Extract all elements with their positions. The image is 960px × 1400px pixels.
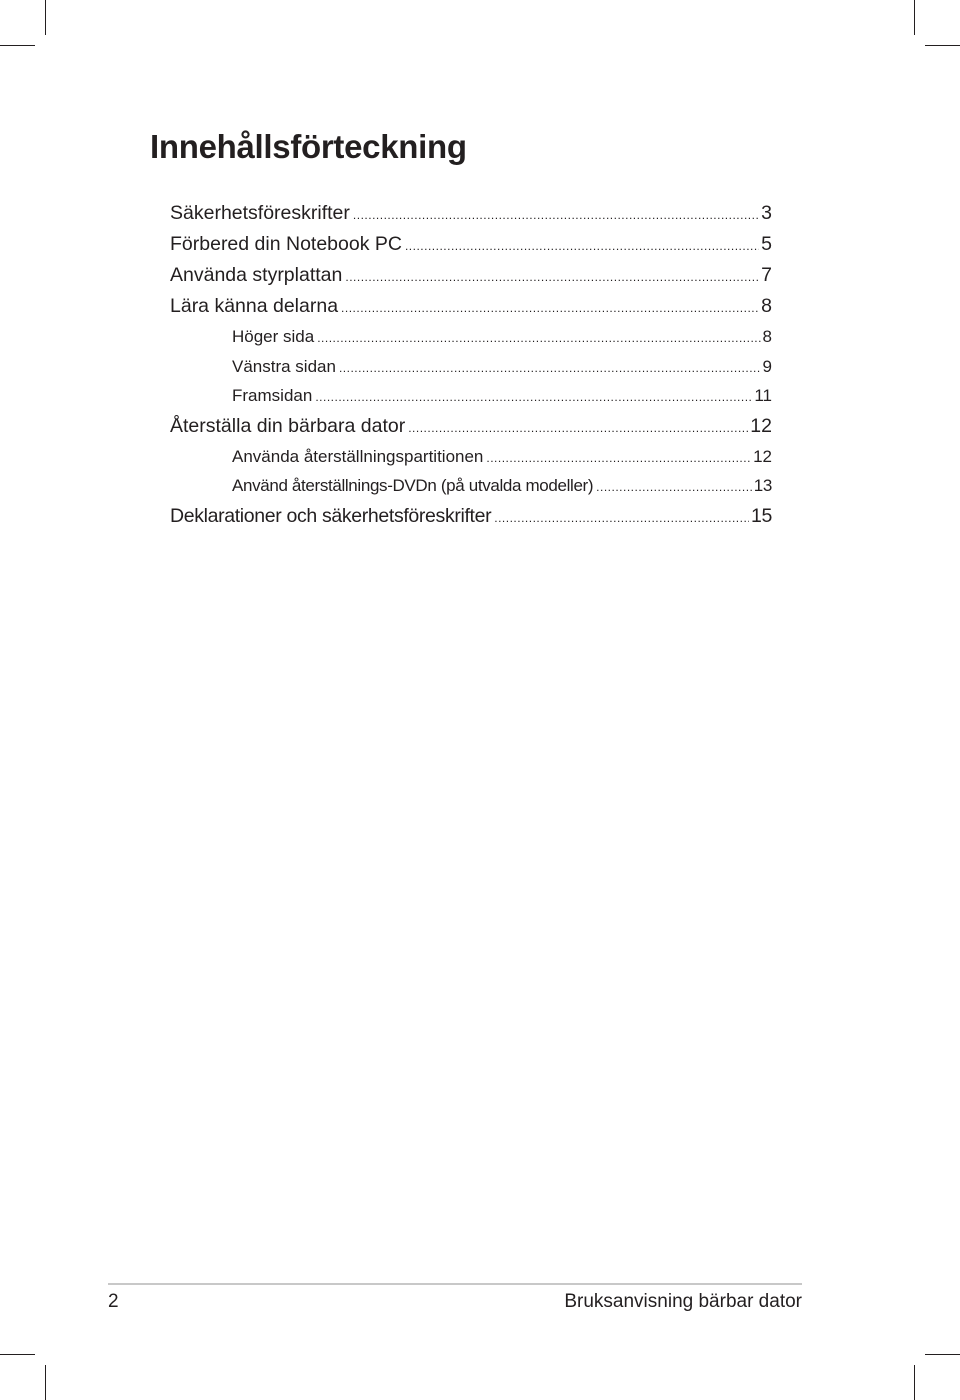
toc-entry-page: 15 xyxy=(751,504,772,527)
footer-book-title: Bruksanvisning bärbar dator xyxy=(564,1291,802,1312)
toc-leader-dots xyxy=(339,354,761,382)
toc-entry-page: 3 xyxy=(761,202,772,224)
toc-entry-page: 12 xyxy=(753,446,772,466)
toc-subentry[interactable] xyxy=(170,322,772,352)
toc-leader-dots xyxy=(494,503,749,532)
toc-leader-dots xyxy=(486,444,751,472)
toc-entry[interactable] xyxy=(170,260,772,291)
toc-leader-dots xyxy=(596,473,752,501)
toc-entry-page: 8 xyxy=(762,327,772,346)
toc-entry-label: Använd återställnings-DVDn (på utvalda modeller) xyxy=(232,476,594,495)
crop-mark-top-left-vertical xyxy=(45,0,46,35)
footer-divider xyxy=(108,1283,802,1285)
toc-leader-dots xyxy=(353,200,759,229)
toc-entry-label: Framsidan xyxy=(232,386,313,405)
crop-mark-top-left-horizontal xyxy=(0,45,35,46)
toc-entry[interactable] xyxy=(170,198,772,229)
toc-leader-dots xyxy=(345,262,759,291)
toc-entry-label: Säkerhetsföreskrifter xyxy=(170,202,350,224)
toc-entry-label: Höger sida xyxy=(232,327,315,346)
crop-mark-bottom-right-vertical xyxy=(914,1365,915,1400)
toc-entry-page: 7 xyxy=(761,264,772,286)
toc-leader-dots xyxy=(315,383,752,411)
toc-entry-label: Deklarationer och säkerhetsföreskrifter xyxy=(170,504,492,527)
footer-page-number: 2 xyxy=(108,1291,119,1312)
toc-entry[interactable] xyxy=(170,411,772,442)
page-title: Innehållsförteckning xyxy=(150,128,467,165)
toc-subentry[interactable] xyxy=(170,442,772,472)
crop-mark-bottom-right-horizontal xyxy=(925,1354,960,1355)
toc-entry[interactable] xyxy=(170,229,772,260)
toc-entry[interactable] xyxy=(170,291,772,322)
toc-leader-dots xyxy=(341,293,759,322)
crop-mark-top-right-vertical xyxy=(914,0,915,35)
toc-subentry[interactable] xyxy=(170,471,772,501)
toc-entry-label: Återställa din bärbara dator xyxy=(170,414,406,437)
toc-entry-page: 13 xyxy=(753,476,772,495)
toc-entry-label: Lära känna delarna xyxy=(170,295,339,317)
toc-entry-page: 11 xyxy=(754,386,772,405)
toc-entry[interactable] xyxy=(170,501,772,532)
toc-subentry[interactable] xyxy=(170,381,772,411)
toc-entry-page: 9 xyxy=(762,356,772,376)
toc-leader-dots xyxy=(408,413,748,442)
toc-entry-label: Vänstra sidan xyxy=(232,356,336,376)
toc-entry-page: 5 xyxy=(761,233,772,255)
crop-mark-top-right-horizontal xyxy=(925,45,960,46)
toc-entry-label: Använda återställningspartitionen xyxy=(232,446,484,466)
toc-entry-label: Förbered din Notebook PC xyxy=(170,233,402,255)
crop-mark-bottom-left-vertical xyxy=(45,1365,46,1400)
toc-entry-page: 12 xyxy=(750,414,772,437)
toc-leader-dots xyxy=(317,324,760,352)
toc-leader-dots xyxy=(405,231,759,260)
toc-entry-label: Använda styrplattan xyxy=(170,264,343,286)
crop-mark-bottom-left-horizontal xyxy=(0,1354,35,1355)
toc-entry-page: 8 xyxy=(761,295,772,317)
table-of-contents xyxy=(170,198,772,532)
toc-subentry[interactable] xyxy=(170,352,772,382)
